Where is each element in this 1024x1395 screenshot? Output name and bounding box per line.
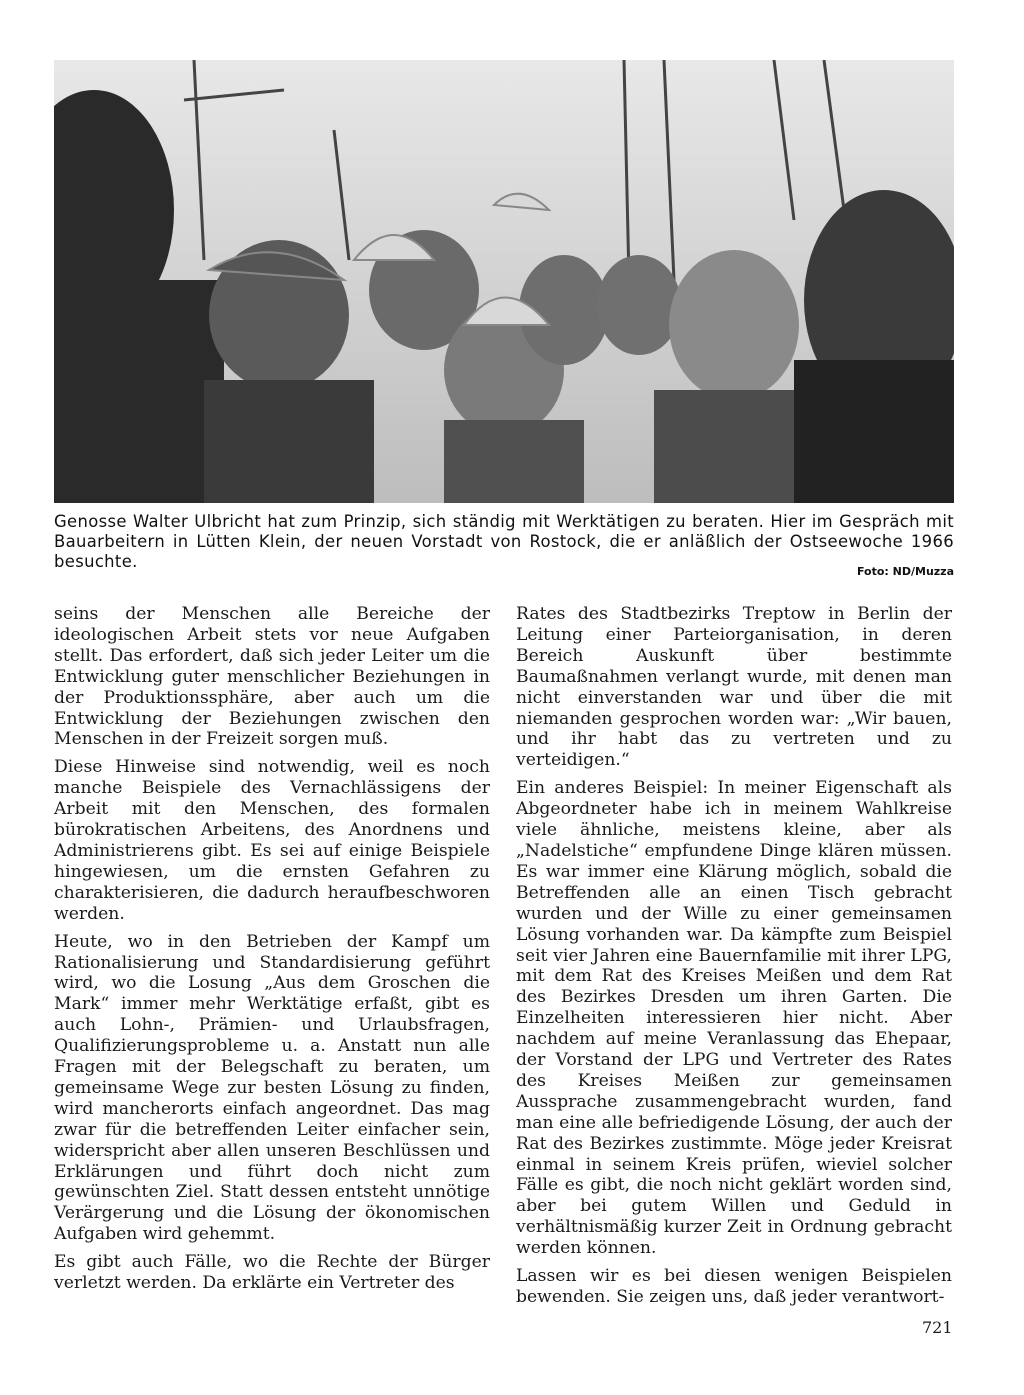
photo-illustration bbox=[54, 60, 954, 503]
photo-credit: Foto: ND/Muzza bbox=[856, 565, 954, 578]
paragraph: Lassen wir es bei diesen wenigen Beispielen bewenden. Sie zeigen uns, daß jeder verantwort- bbox=[516, 1266, 952, 1307]
news-photo bbox=[54, 60, 954, 503]
text-column-right bbox=[516, 604, 952, 1315]
paragraph: Rates des Stadtbezirks Treptow in Berlin der Leitung einer Parteiorganisation, in deren Bereich Auskunft über bestimmte Baumaßnahmen verlangt wurde, mit denen man nicht einverstanden war und über die mit niemanden gesprochen worden war: „Wir bauen, und ihr habt das zu vertreten und zu verteidigen.“ bbox=[516, 604, 952, 771]
photo-caption: Genosse Walter Ulbricht hat zum Prinzip, sich ständig mit Werktätigen zu beraten. Hier im Gespräch mit Bauarbeitern in Lütten Klein, der neuen Vorstadt von Rostock, die er anläßlich der Ostseewoche 1966 besuchte. bbox=[54, 512, 954, 571]
paragraph: Ein anderes Beispiel: In meiner Eigenschaft als Abgeordneter habe ich in meinem Wahlkreise viele ähnliche, meistens kleine, aber als „Nadelstiche“ empfundene Dinge klären müssen. Es war immer eine Klärung möglich, sobald die Betreffenden alle an einen Tisch gebracht wurden und der Wille zu einer gemeinsamen Lösung vorhanden war. Da kämpfte zum Beispiel seit vier Jahren eine Bauernfamilie mit ihrer LPG, mit dem Rat des Kreises Meißen und dem Rat des Bezirkes Dresden um ihren Garten. Die Einzelheiten interessieren hier nicht. Aber nachdem auf meine Veranlassung das Ehepaar, der Vorstand der LPG und Vertreter des Rates des Kreises Meißen zur gemeinsamen Aussprache zusammengebracht wurden, fand man eine alle befriedigende Lösung, der auch der Rat des Bezirkes zustimmte. Möge jeder Kreisrat einmal in seinem Kreis prüfen, wieviel solcher Fälle es gibt, die noch nicht geklärt worden sind, aber bei gutem Willen und Geduld in verhältnismäßig kurzer Zeit in Ordnung gebracht werden können. bbox=[516, 778, 952, 1259]
paragraph: Es gibt auch Fälle, wo die Rechte der Bürger verletzt werden. Da erklärte ein Vertreter des bbox=[54, 1252, 490, 1294]
paragraph: Heute, wo in den Betrieben der Kampf um Rationalisierung und Standardisierung geführt wird, wo die Losung „Aus dem Groschen die Mark“ immer mehr Werktätige erfaßt, gibt es auch Lohn-, Prämien- und Urlaubsfragen, Qualifizierungsprobleme u. a. Anstatt nun alle Fragen mit der Belegschaft zu beraten, um gemeinsame Wege zur besten Lösung zu finden, wird mancherorts einfach angeordnet. Das mag zwar für die betreffenden Leiter einfacher sein, widerspricht aber allen unseren Beschlüssen und Erklärungen und führt doch nicht zum gewünschten Ziel. Statt dessen entsteht unnötige Verärgerung und die Lösung der ökonomischen Aufgaben wird gehemmt. bbox=[54, 931, 490, 1245]
page-number: 721 bbox=[922, 1318, 953, 1337]
paragraph: Diese Hinweise sind notwendig, weil es noch manche Beispiele des Vernachlässigens der Arbeit mit den Menschen, des formalen bürokratischen Arbeitens, des Anordnens und Administrierens gibt. Es sei auf einige Beispiele hingewiesen, um die ernsten Gefahren zu charakterisieren, die dadurch heraufbeschworen werden. bbox=[54, 757, 490, 924]
paragraph: seins der Menschen alle Bereiche der ideologischen Arbeit stets vor neue Aufgaben stellt. Das erfordert, daß sich jeder Leiter um die Entwicklung guter menschlicher Beziehungen in der Produktionssphäre, aber auch um die Entwicklung der Beziehungen zwischen den Menschen in der Freizeit sorgen muß. bbox=[54, 604, 490, 750]
text-column-left bbox=[54, 604, 490, 1301]
